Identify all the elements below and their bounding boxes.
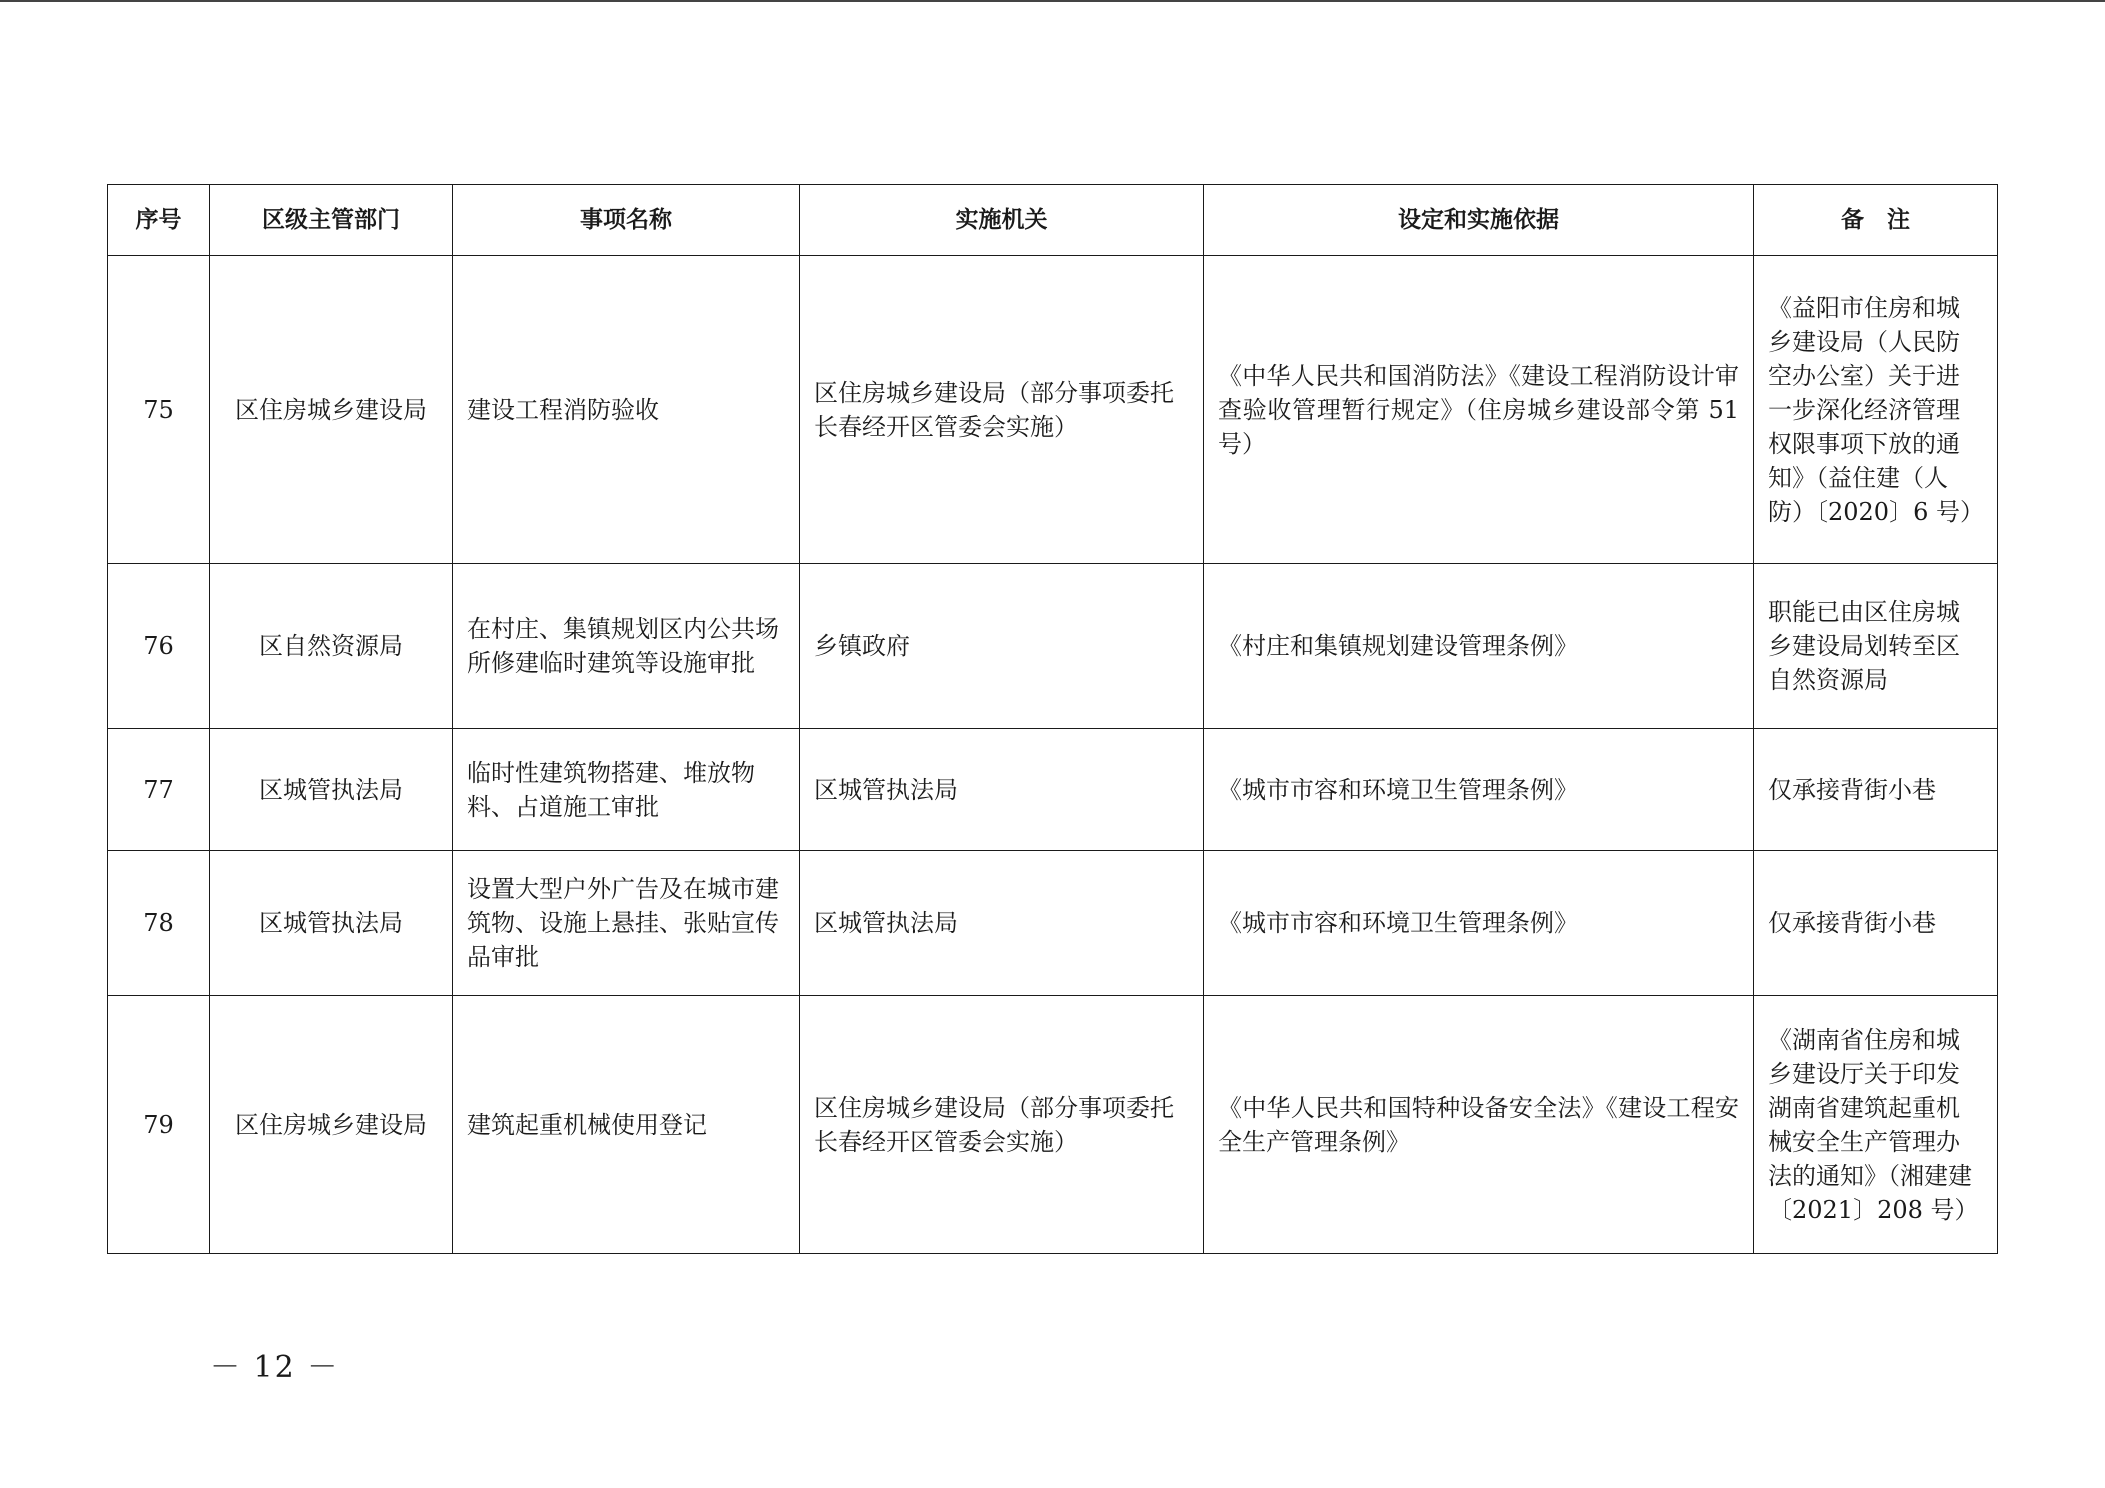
- header-note: 备 注: [1754, 185, 1998, 256]
- cell-note: 仅承接背街小巷: [1754, 851, 1998, 996]
- header-basis: 设定和实施依据: [1204, 185, 1754, 256]
- header-num: 序号: [108, 185, 210, 256]
- table-row: [108, 256, 1998, 564]
- cell-agency: 区住房城乡建设局（部分事项委托长春经开区管委会实施）: [800, 996, 1204, 1254]
- cell-note: 职能已由区住房城乡建设局划转至区自然资源局: [1754, 564, 1998, 729]
- cell-basis: 《城市市容和环境卫生管理条例》: [1204, 851, 1754, 996]
- items-table: [107, 184, 1998, 1254]
- cell-item: 建设工程消防验收: [453, 256, 800, 564]
- cell-agency: 区城管执法局: [800, 851, 1204, 996]
- cell-dept: 区城管执法局: [210, 729, 453, 851]
- cell-item: 临时性建筑物搭建、堆放物料、占道施工审批: [453, 729, 800, 851]
- cell-dept: 区自然资源局: [210, 564, 453, 729]
- cell-dept: 区住房城乡建设局: [210, 256, 453, 564]
- cell-num: 77: [108, 729, 210, 851]
- cell-note: 《益阳市住房和城乡建设局（人民防空办公室）关于进一步深化经济管理权限事项下放的通知》（益住建（人防）〔2020〕6 号）: [1754, 256, 1998, 564]
- cell-note: 仅承接背街小巷: [1754, 729, 1998, 851]
- header-dept: 区级主管部门: [210, 185, 453, 256]
- cell-item: 建筑起重机械使用登记: [453, 996, 800, 1254]
- cell-num: 75: [108, 256, 210, 564]
- cell-dept: 区住房城乡建设局: [210, 996, 453, 1254]
- table-row: [108, 996, 1998, 1254]
- header-item: 事项名称: [453, 185, 800, 256]
- cell-item: 在村庄、集镇规划区内公共场所修建临时建筑等设施审批: [453, 564, 800, 729]
- cell-num: 78: [108, 851, 210, 996]
- header-agency: 实施机关: [800, 185, 1204, 256]
- cell-basis: 《村庄和集镇规划建设管理条例》: [1204, 564, 1754, 729]
- page-number: － 12 －: [210, 1350, 340, 1385]
- cell-num: 79: [108, 996, 210, 1254]
- cell-basis: 《中华人民共和国消防法》《建设工程消防设计审查验收管理暂行规定》（住房城乡建设部令第 51 号）: [1204, 256, 1754, 564]
- cell-num: 76: [108, 564, 210, 729]
- table-header-row: [108, 185, 1998, 256]
- top-border-line: [0, 0, 2105, 2]
- table-row: [108, 729, 1998, 851]
- cell-dept: 区城管执法局: [210, 851, 453, 996]
- cell-agency: 区住房城乡建设局（部分事项委托长春经开区管委会实施）: [800, 256, 1204, 564]
- table-row: [108, 564, 1998, 729]
- cell-note: 《湖南省住房和城乡建设厅关于印发湖南省建筑起重机械安全生产管理办法的通知》（湘建建〔2021〕208 号）: [1754, 996, 1998, 1254]
- cell-basis: 《中华人民共和国特种设备安全法》《建设工程安全生产管理条例》: [1204, 996, 1754, 1254]
- cell-agency: 乡镇政府: [800, 564, 1204, 729]
- table-row: [108, 851, 1998, 996]
- cell-agency: 区城管执法局: [800, 729, 1204, 851]
- cell-item: 设置大型户外广告及在城市建筑物、设施上悬挂、张贴宣传品审批: [453, 851, 800, 996]
- cell-basis: 《城市市容和环境卫生管理条例》: [1204, 729, 1754, 851]
